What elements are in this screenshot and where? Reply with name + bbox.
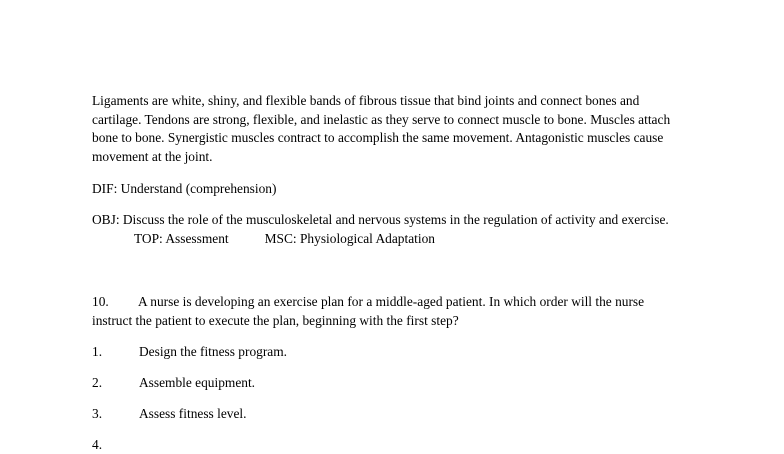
msc-label: MSC: Physiological Adaptation <box>264 230 435 246</box>
option-item <box>92 436 139 454</box>
topic-label: TOP: Assessment <box>134 230 229 246</box>
option-text: Design the fitness program. <box>139 344 288 359</box>
option-item <box>92 343 287 361</box>
option-text: Assemble equipment. <box>139 375 256 390</box>
option-number: 1. <box>92 344 103 359</box>
option-number: 2. <box>92 375 103 390</box>
option-item <box>92 405 247 423</box>
option-text: Assess fitness level. <box>139 406 247 421</box>
option-item <box>92 374 255 392</box>
option-number: 3. <box>92 406 103 421</box>
rationale-paragraph: Ligaments are white, shiny, and flexible bands of fibrous tissue that bind joints and connect bones and cartilage. Tendons are strong, flexible, and inelastic as they serve to connect muscle to bone. Muscles attach bone to bone. Synergistic muscles contract to accomplish the same movement. Antagonistic muscles cause movement at the joint. <box>92 93 671 164</box>
objective-paragraph <box>92 211 682 248</box>
question-text: A nurse is developing an exercise plan for a middle-aged patient. In which order will the nurse instruct the patient to execute the plan, beginning with the first step? <box>92 294 645 328</box>
difficulty-line: DIF: Understand (comprehension) <box>92 181 277 196</box>
objective-text: OBJ: Discuss the role of the musculoskeletal and nervous systems in the regulation of activity and exercise. <box>92 212 669 227</box>
question-number: 10. <box>92 294 109 309</box>
question-paragraph <box>92 293 682 330</box>
option-number: 4. <box>92 437 103 452</box>
